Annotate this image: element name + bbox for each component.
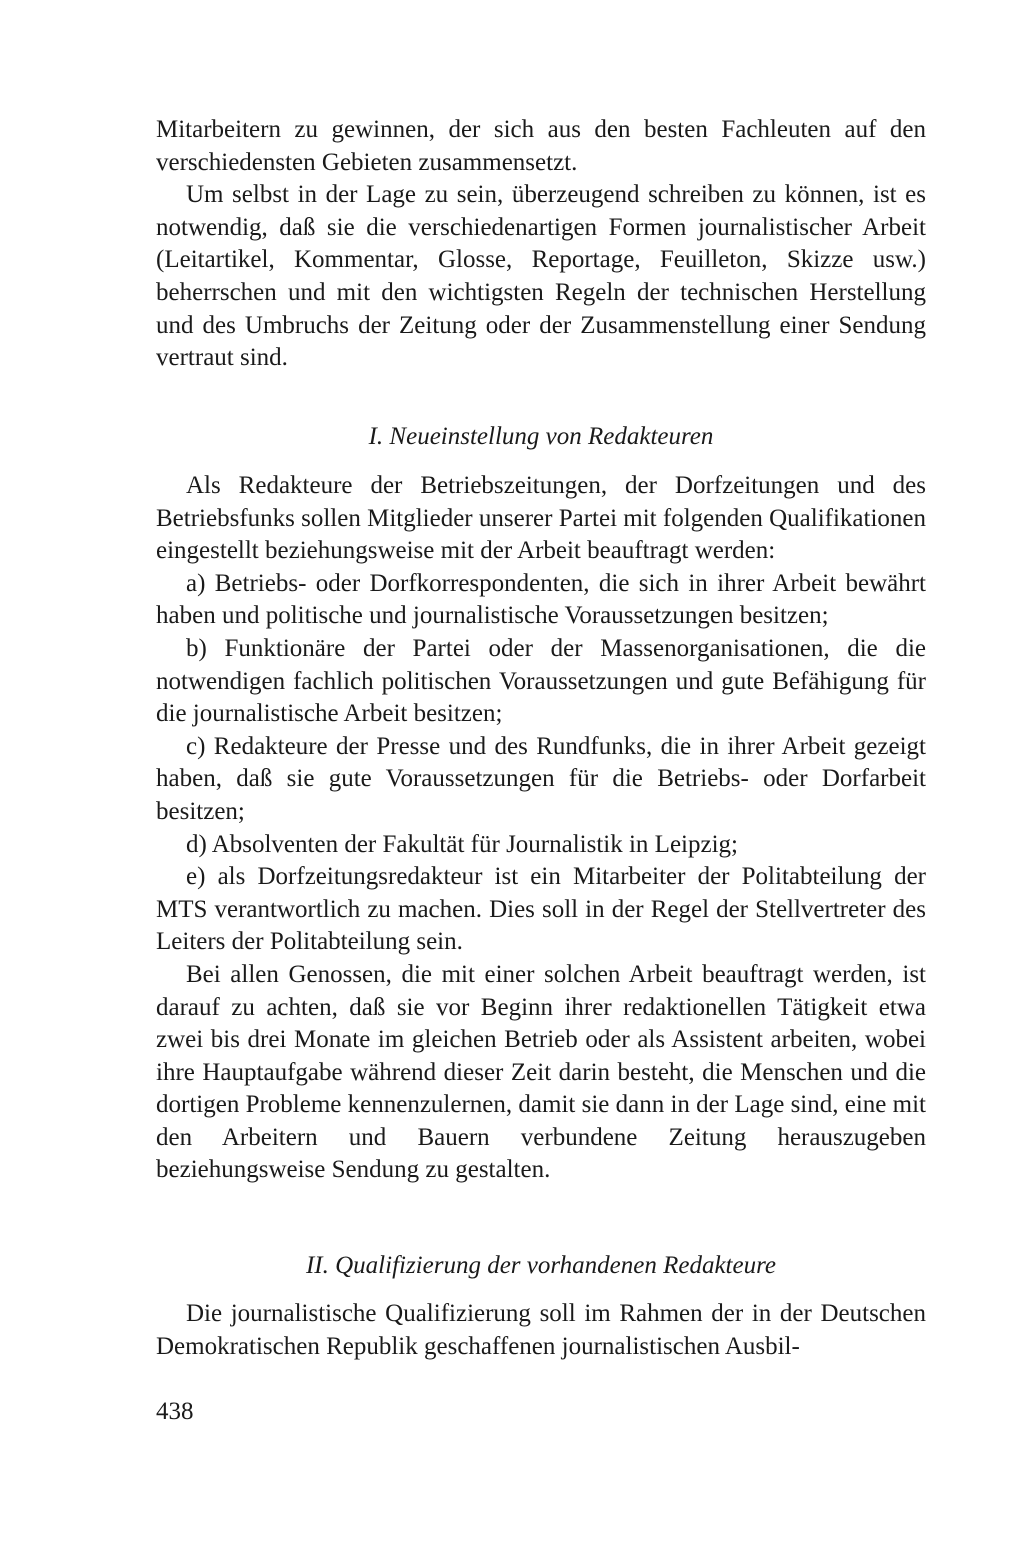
paragraph-qualifications-intro: Als Redakteure der Betriebszeitungen, der Dorfzeitungen und des Betriebsfunks sollen Mitglieder unserer Partei mit folgenden Qualifikationen eingestellt beziehungsweise mit der Arbeit beauftragt werden: (156, 472, 926, 565)
list-item-c: c) Redakteure der Presse und des Rundfunks, die in ihrer Arbeit gezeigt haben, daß sie gute Voraussetzungen für die Betriebs- oder Dorfarbeit besitzen; (156, 732, 926, 825)
list-item-e: e) als Dorfzeitungsredakteur ist ein Mitarbeiter der Politabteilung der MTS verantwortlich zu machen. Dies soll in der Regel der Stellvertreter des Leiters der Politabteilung sein. (156, 863, 926, 956)
page-number: 438 (156, 1398, 194, 1425)
list-item-b: b) Funktionäre der Partei oder der Massenorganisationen, die die notwendigen fachlich politischen Voraussetzungen und gute Befähigung für die journalistische Arbeit besitzen; (156, 634, 926, 728)
paragraph-writing-forms: Um selbst in der Lage zu sein, überzeugend schreiben zu können, ist es notwendig, daß sie die verschiedenartigen Formen journalistischer Arbeit (Leitartikel, Kommentar, Glosse, Reportage, Feuilleton, Skizze usw.) beherrschen und mit den wichtigsten Regeln der technischen Herstellung und des Umbruchs der Zeitung oder der Zusammenstellung einer Sendung vertraut sind. (156, 181, 926, 372)
section-heading-1: I. Neueinstellung von Redakteuren (368, 423, 714, 450)
list-item-d: d) Absolventen der Fakultät für Journalistik in Leipzig; (186, 830, 738, 858)
section-heading-2: II. Qualifizierung der vorhandenen Redakteure (305, 1252, 777, 1279)
list-item-a: a) Betriebs- oder Dorfkorrespondenten, die sich in ihrer Arbeit bewährt haben und politische und journalistische Voraussetzungen besitzen; (156, 569, 926, 630)
paragraph-qualification-start: Die journalistische Qualifizierung soll im Rahmen der in der Deutschen Demokratischen Republik geschaffenen journalistischen Ausbil- (156, 1300, 926, 1360)
text-block-section-1 (156, 470, 926, 1187)
paragraph-closing: Bei allen Genossen, die mit einer solchen Arbeit beauftragt werden, ist darauf zu achten, daß sie vor Beginn ihrer redaktionellen Tätigkeit etwa zwei bis drei Monate im gleichen Betrieb oder als Assistent arbeiten, wobei ihre Hauptaufgabe während dieser Zeit darin besteht, die Menschen und die dortigen Probleme kennenzulernen, damit sie dann in der Lage sind, eine mit den Arbeitern und Bauern verbundene Zeitung herauszugeben beziehungsweise Sendung zu gestalten. (156, 960, 926, 1184)
text-block-section-2 (156, 1298, 926, 1363)
paragraph-continuation: Mitarbeitern zu gewinnen, der sich aus den besten Fachleuten auf den verschiedensten Gebieten zusammensetzt. (156, 116, 926, 176)
text-block-opening (156, 114, 926, 375)
